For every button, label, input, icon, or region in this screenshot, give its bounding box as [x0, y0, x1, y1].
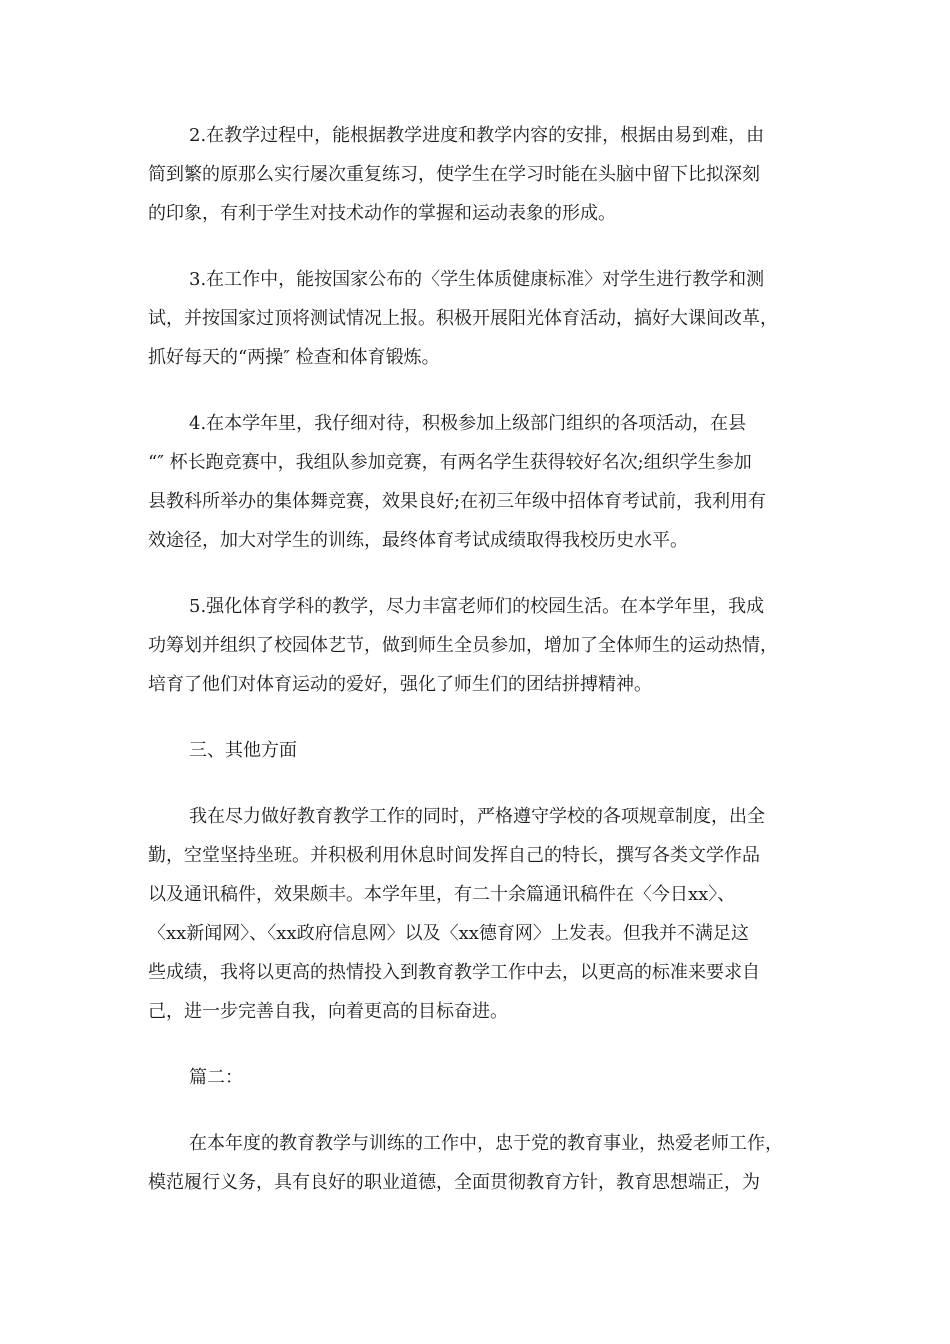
paragraph-3-line-1: 4.在本学年里，我仔细对待，积极参加上级部门组织的各项活动，在县 — [189, 413, 747, 434]
paragraph-6-line-2: 模范履行义务，具有良好的职业道德，全面贯彻教育方针，教育思想端正，为 — [148, 1172, 760, 1193]
paragraph-4-line-2: 功筹划并组织了校园体艺节，做到师生全员参加，增加了全体师生的运动热情， — [148, 635, 778, 656]
paragraph-5-line-6: 己，进一步完善自我，向着更高的目标奋进。 — [148, 1001, 508, 1022]
paragraph-3-line-4: 效途径，加大对学生的训练，最终体育考试成绩取得我校历史水平。 — [148, 530, 688, 551]
paragraph-5-line-3: 以及通讯稿件，效果颇丰。本学年里，有二十余篇通讯稿件在〈今日xx〉、 — [148, 884, 736, 905]
paragraph-1-line-1: 2.在教学过程中，能根据教学进度和教学内容的安排，根据由易到难，由 — [189, 125, 765, 146]
paragraph-4-line-3: 培育了他们对体育运动的爱好，强化了师生们的团结拼搏精神。 — [148, 674, 652, 695]
paragraph-5-line-5: 些成绩，我将以更高的热情投入到教育教学工作中去，以更高的标准来要求自 — [148, 962, 760, 983]
part-heading: 篇二： — [189, 1067, 243, 1088]
paragraph-2-line-1: 3.在工作中，能按国家公布的〈学生体质健康标准〉对学生进行教学和测 — [189, 269, 765, 290]
paragraph-6-line-1: 在本年度的教育教学与训练的工作中，忠于党的教育事业，热爱老师工作， — [189, 1133, 783, 1154]
paragraph-1-line-2: 简到繁的原那么实行屡次重复练习，使学生在学习时能在头脑中留下比拟深刻 — [148, 164, 760, 185]
paragraph-2-line-3: 抓好每天的“两操″ 检查和体育锻炼。 — [148, 347, 440, 368]
paragraph-4-line-1: 5.强化体育学科的教学，尽力丰富老师们的校园生活。在本学年里，我成 — [189, 596, 765, 617]
paragraph-1-line-3: 的印象，有利于学生对技术动作的掌握和运动表象的形成。 — [148, 203, 616, 224]
paragraph-5-line-2: 勤，空堂坚持坐班。并积极利用休息时间发挥自己的特长，撰写各类文学作品 — [148, 845, 760, 866]
paragraph-5-line-4: 〈xx新闻网〉、〈xx政府信息网〉以及〈xx德育网〉上发表。但我并不满足这 — [148, 923, 749, 944]
paragraph-3-line-2: “″ 杯长跑竞赛中，我组队参加竞赛，有两名学生获得较好名次;组织学生参加 — [148, 452, 752, 473]
paragraph-3-line-3: 县教科所举办的集体舞竞赛，效果良好;在初三年级中招体育考试前，我利用有 — [148, 491, 767, 512]
section-heading: 三、其他方面 — [189, 740, 297, 761]
paragraph-5-line-1: 我在尽力做好教育教学工作的同时，严格遵守学校的各项规章制度，出全 — [189, 806, 765, 827]
paragraph-2-line-2: 试，并按国家过顶将测试情况上报。积极开展阳光体育活动，搞好大课间改革， — [148, 308, 778, 329]
